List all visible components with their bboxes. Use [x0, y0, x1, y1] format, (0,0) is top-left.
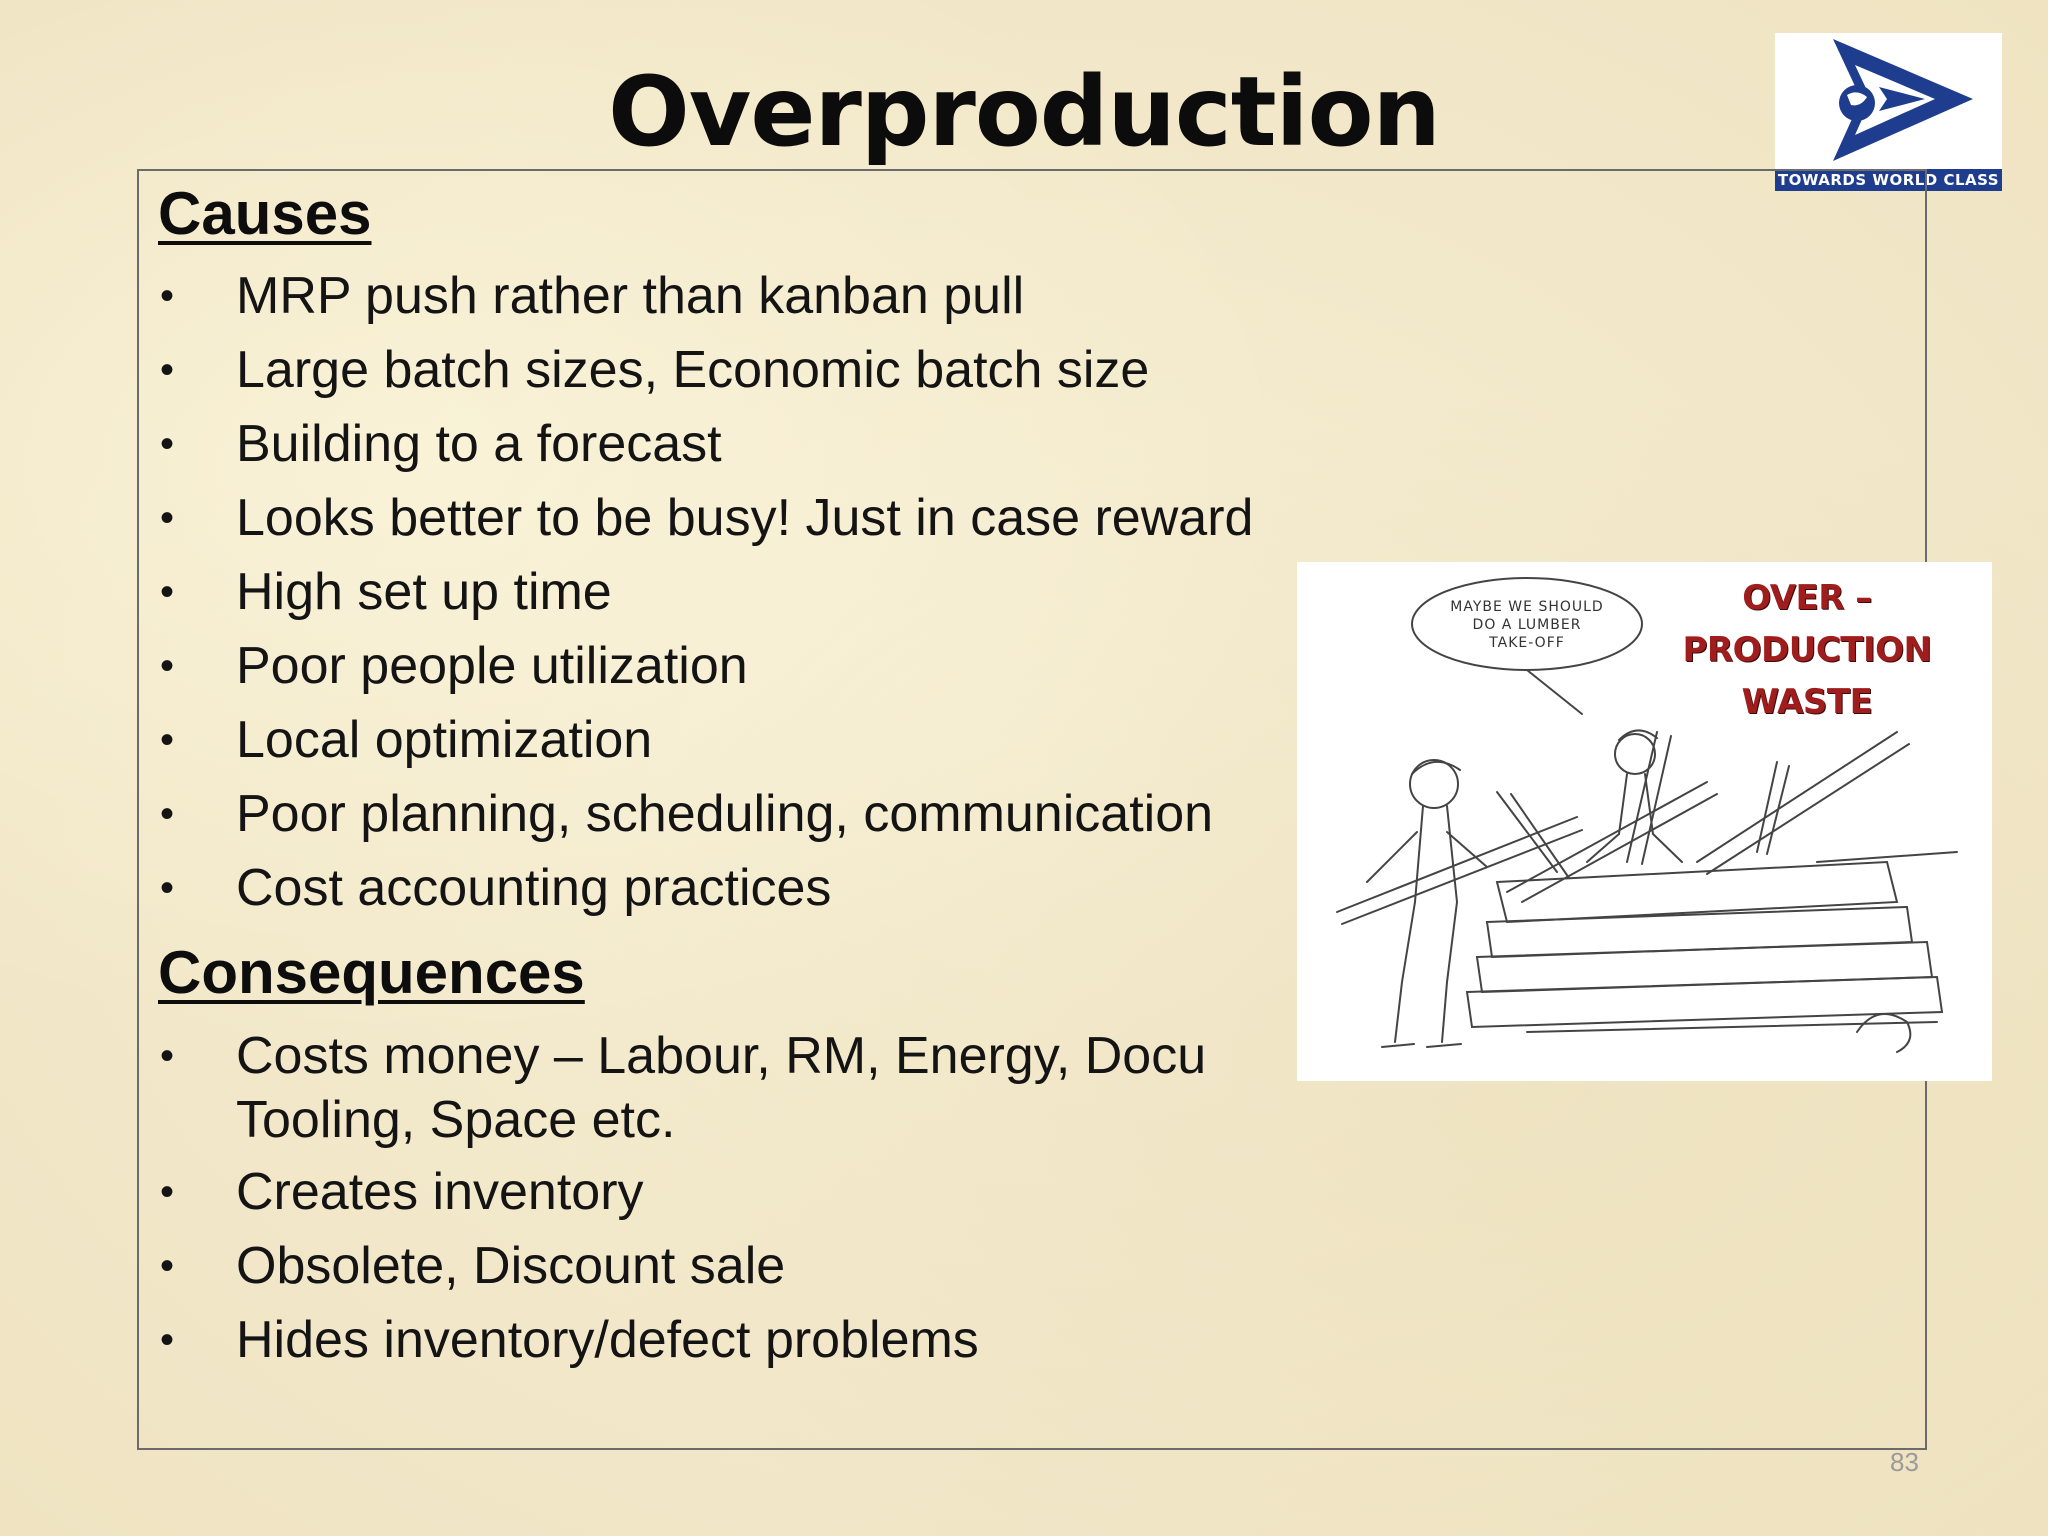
overproduction-cartoon — [1297, 562, 1992, 1081]
bullet-icon: • — [160, 496, 175, 540]
arrow-logo-icon — [1775, 33, 2002, 169]
speech-bubble-text — [1427, 598, 1627, 652]
consequence-text-continuation: Tooling, Space etc. — [236, 1091, 676, 1149]
bullet-icon: • — [160, 1244, 175, 1288]
consequence-text: Obsolete, Discount sale — [236, 1237, 786, 1295]
bullet-icon: • — [160, 792, 175, 836]
bullet-icon: • — [160, 1034, 175, 1078]
slide-title: Overproduction — [608, 56, 1440, 168]
bullet-icon: • — [160, 644, 175, 688]
cartoon-title-line1: OVER – PRODUCTION — [1682, 578, 1932, 670]
consequence-text: Costs money – Labour, RM, Energy, Docu — [236, 1027, 1207, 1085]
bullet-icon: • — [160, 718, 175, 762]
speech-line: DO A LUMBER — [1472, 617, 1582, 633]
cause-text: Looks better to be busy! Just in case reward — [236, 489, 1254, 547]
consequence-text: Creates inventory — [236, 1163, 644, 1221]
cause-text: High set up time — [236, 563, 612, 621]
cartoon-title-line2: WASTE — [1741, 682, 1873, 722]
speech-line: MAYBE WE SHOULD — [1450, 599, 1604, 615]
cartoon-title — [1627, 572, 1987, 728]
bullet-icon: • — [160, 1318, 175, 1362]
bullet-icon: • — [160, 570, 175, 614]
cause-text: Cost accounting practices — [236, 859, 832, 917]
causes-heading: Causes — [158, 180, 372, 247]
page-number: 83 — [1890, 1447, 1919, 1477]
speech-line: TAKE-OFF — [1489, 635, 1565, 651]
cause-text: Large batch sizes, Economic batch size — [236, 341, 1150, 399]
cause-text: Poor planning, scheduling, communication — [236, 785, 1214, 843]
cause-text: MRP push rather than kanban pull — [236, 267, 1025, 325]
company-logo — [1775, 33, 2002, 191]
cause-text: Local optimization — [236, 711, 653, 769]
bullet-icon: • — [160, 866, 175, 910]
bullet-icon: • — [160, 348, 175, 392]
cause-text: Poor people utilization — [236, 637, 748, 695]
bullet-icon: • — [160, 274, 175, 318]
logo-caption: TOWARDS WORLD CLASS — [1775, 169, 2002, 191]
cause-text: Building to a forecast — [236, 415, 722, 473]
bullet-icon: • — [160, 1170, 175, 1214]
consequences-heading: Consequences — [158, 939, 585, 1006]
consequence-text: Hides inventory/defect problems — [236, 1311, 979, 1369]
bullet-icon: • — [160, 422, 175, 466]
